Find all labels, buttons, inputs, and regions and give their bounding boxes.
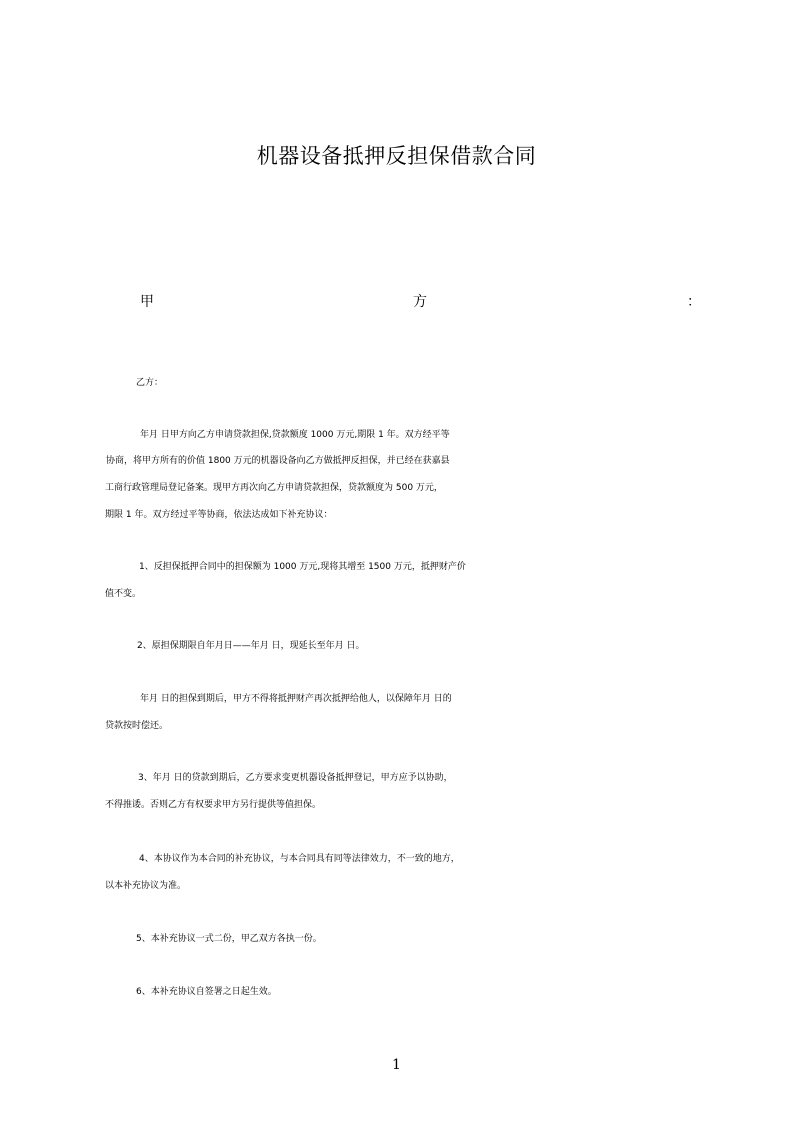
page-number: 1 [392, 1057, 401, 1073]
clause-2-line: 2、原担保期限自年月日——年月 日，现延长至年月 日。 [137, 641, 365, 651]
intro-line-1: 年月 日甲方向乙方申请贷款担保,贷款额度 1000 万元,期限 1 年。双方经平等 [140, 430, 450, 440]
clause-6-line: 6、本补充协议自签署之日起生效。 [136, 987, 277, 997]
party-a-char-2: 方 [413, 294, 427, 310]
intro-line-2: 协商，将甲方所有的价值 1800 万元的机器设备向乙方做抵押反担保，并已经在获嘉县 [106, 456, 450, 466]
intro-line-3: 工商行政管理局登记备案。现甲方再次向乙方申请贷款担保，贷款额度为 500 万元， [105, 483, 443, 493]
clause-5-line: 5、本补充协议一式二份，甲乙双方各执一份。 [136, 934, 322, 944]
clause-2b-line-1: 年月 日的担保到期后，甲方不得将抵押财产再次抵押给他人，以保障年月 日的 [140, 694, 452, 704]
party-a-line [0, 292, 793, 314]
party-a-colon: ： [687, 294, 701, 310]
clause-3-line-1: 3、年月 日的贷款到期后，乙方要求变更机器设备抵押登记，甲方应予以协助， [138, 773, 453, 783]
clause-2b-line-2: 贷款按时偿还。 [105, 721, 169, 731]
clause-1-line-1: 1、反担保抵押合同中的担保额为 1000 万元,现将其增至 1500 万元，抵押财产价 [139, 562, 466, 572]
clause-4-line-1: 4、本协议作为本合同的补充协议，与本合同具有同等法律效力，不一致的地方， [139, 854, 460, 864]
clause-3-line-2: 不得推诿。否则乙方有权要求甲方另行提供等值担保。 [105, 800, 322, 810]
document-title: 机器设备抵押反担保借款合同 [256, 144, 537, 168]
party-a-char-1: 甲 [140, 294, 154, 310]
clause-1-line-2: 值不变。 [105, 589, 142, 599]
party-b-line: 乙方： [136, 378, 164, 388]
clause-4-line-2: 以本补充协议为准。 [105, 881, 187, 891]
intro-line-4: 期限 1 年。双方经过平等协商，依法达成如下补充协议： [105, 510, 333, 520]
